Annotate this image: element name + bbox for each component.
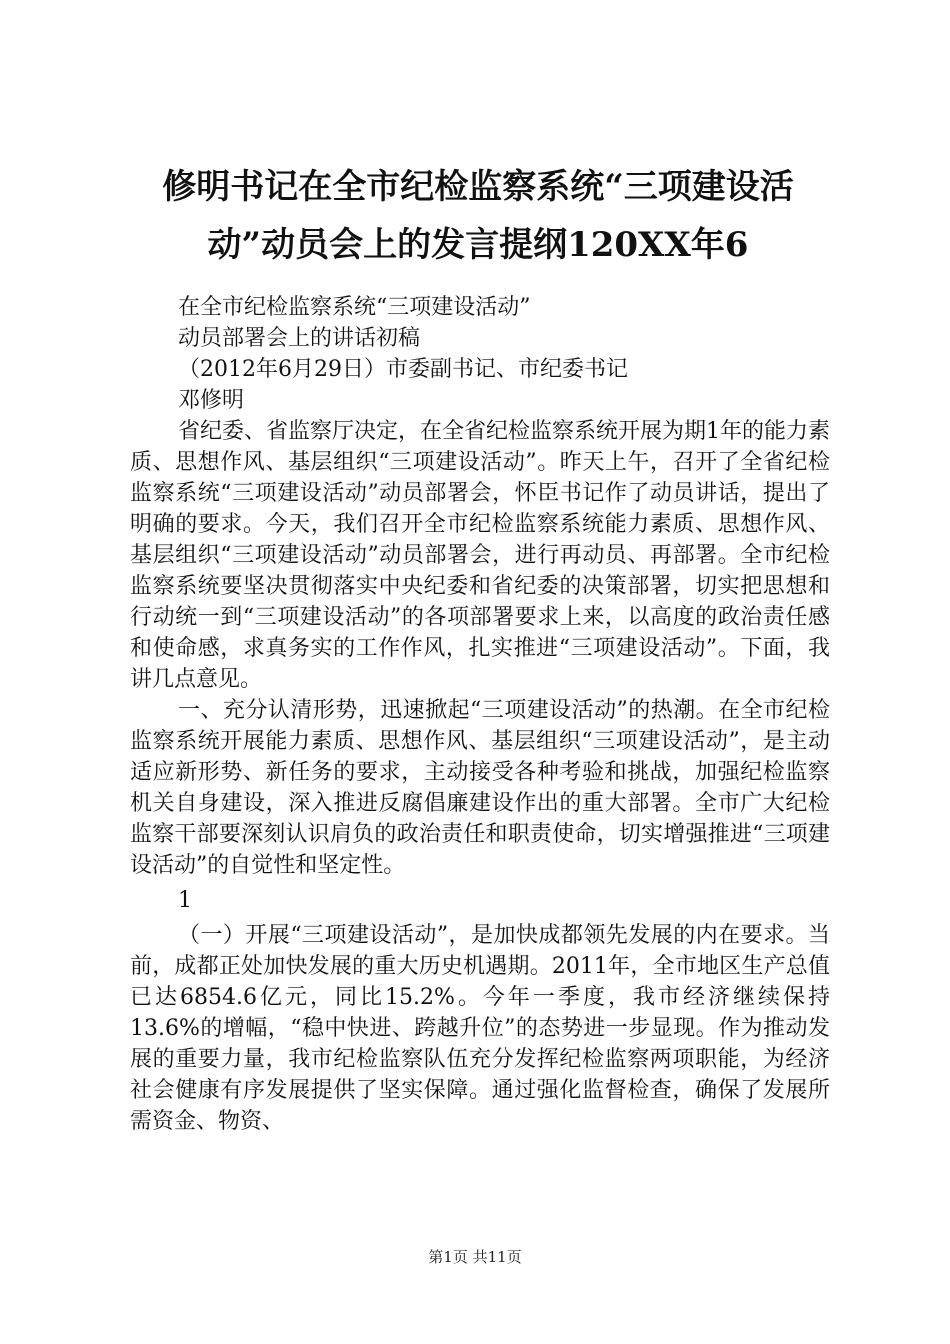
speaker-name: 邓修明 xyxy=(178,388,245,413)
document-title-line-1: 修明书记在全市纪检监察系统“三项建设活 xyxy=(162,167,794,207)
document-body xyxy=(130,292,830,1137)
page-footer: 第1页 共11页 xyxy=(428,1248,522,1266)
document-title-line-2: 动”动员会上的发言提纲120XX年6 xyxy=(207,225,749,265)
speech-date-and-role: （2012年6月29日）市委副书记、市纪委书记 xyxy=(178,357,628,382)
body-paragraph: （一）开展“三项建设活动”，是加快成都领先发展的内在要求。当前，成都正处加快发展的重大历史机遇期。2011年，全市地区生产总值已达6854.6亿元，同比15.2%。今年一季度，我市经济继续保持13.6%的增幅，“稳中快进、跨越升位”的态势进一步显现。作为推动发展的重要力量，我市纪检监察队伍充分发挥纪检监察两项职能，为经济社会健康有序发展提供了坚实保障。通过强化监督检查，确保了发展所需资金、物资、 xyxy=(130,923,830,1134)
body-paragraph: 一、充分认清形势，迅速掀起“三项建设活动”的热潮。在全市纪检监察系统开展能力素质、思想作风、基层组织“三项建设活动”，是主动适应新形势、新任务的要求，主动接受各种考验和挑战，加强纪检监察机关自身建设，深入推进反腐倡廉建设作出的重大部署。全市广大纪检监察干部要深刻认识肩负的政治责任和职责使命，切实增强推进“三项建设活动”的自觉性和坚定性。 xyxy=(130,698,830,878)
speech-title-line-2: 动员部署会上的讲话初稿 xyxy=(178,326,421,351)
speech-title-line-1: 在全市纪检监察系统“三项建设活动” xyxy=(178,295,531,320)
body-paragraph: 省纪委、省监察厅决定，在全省纪检监察系统开展为期1年的能力素质、思想作风、基层组织“三项建设活动”。昨天上午，召开了全省纪检监察系统“三项建设活动”动员部署会，怀臣书记作了动员讲话，提出了明确的要求。今天，我们召开全市纪检监察系统能力素质、思想作风、基层组织“三项建设活动”动员部署会，进行再动员、再部署。全市纪检监察系统要坚决贯彻落实中央纪委和省纪委的决策部署，切实把思想和行动统一到“三项建设活动”的各项部署要求上来，以高度的政治责任感和使命感，求真务实的工作作风，扎实推进“三项建设活动”。下面，我讲几点意见。 xyxy=(130,419,830,692)
inline-page-marker: 1 xyxy=(178,888,192,913)
